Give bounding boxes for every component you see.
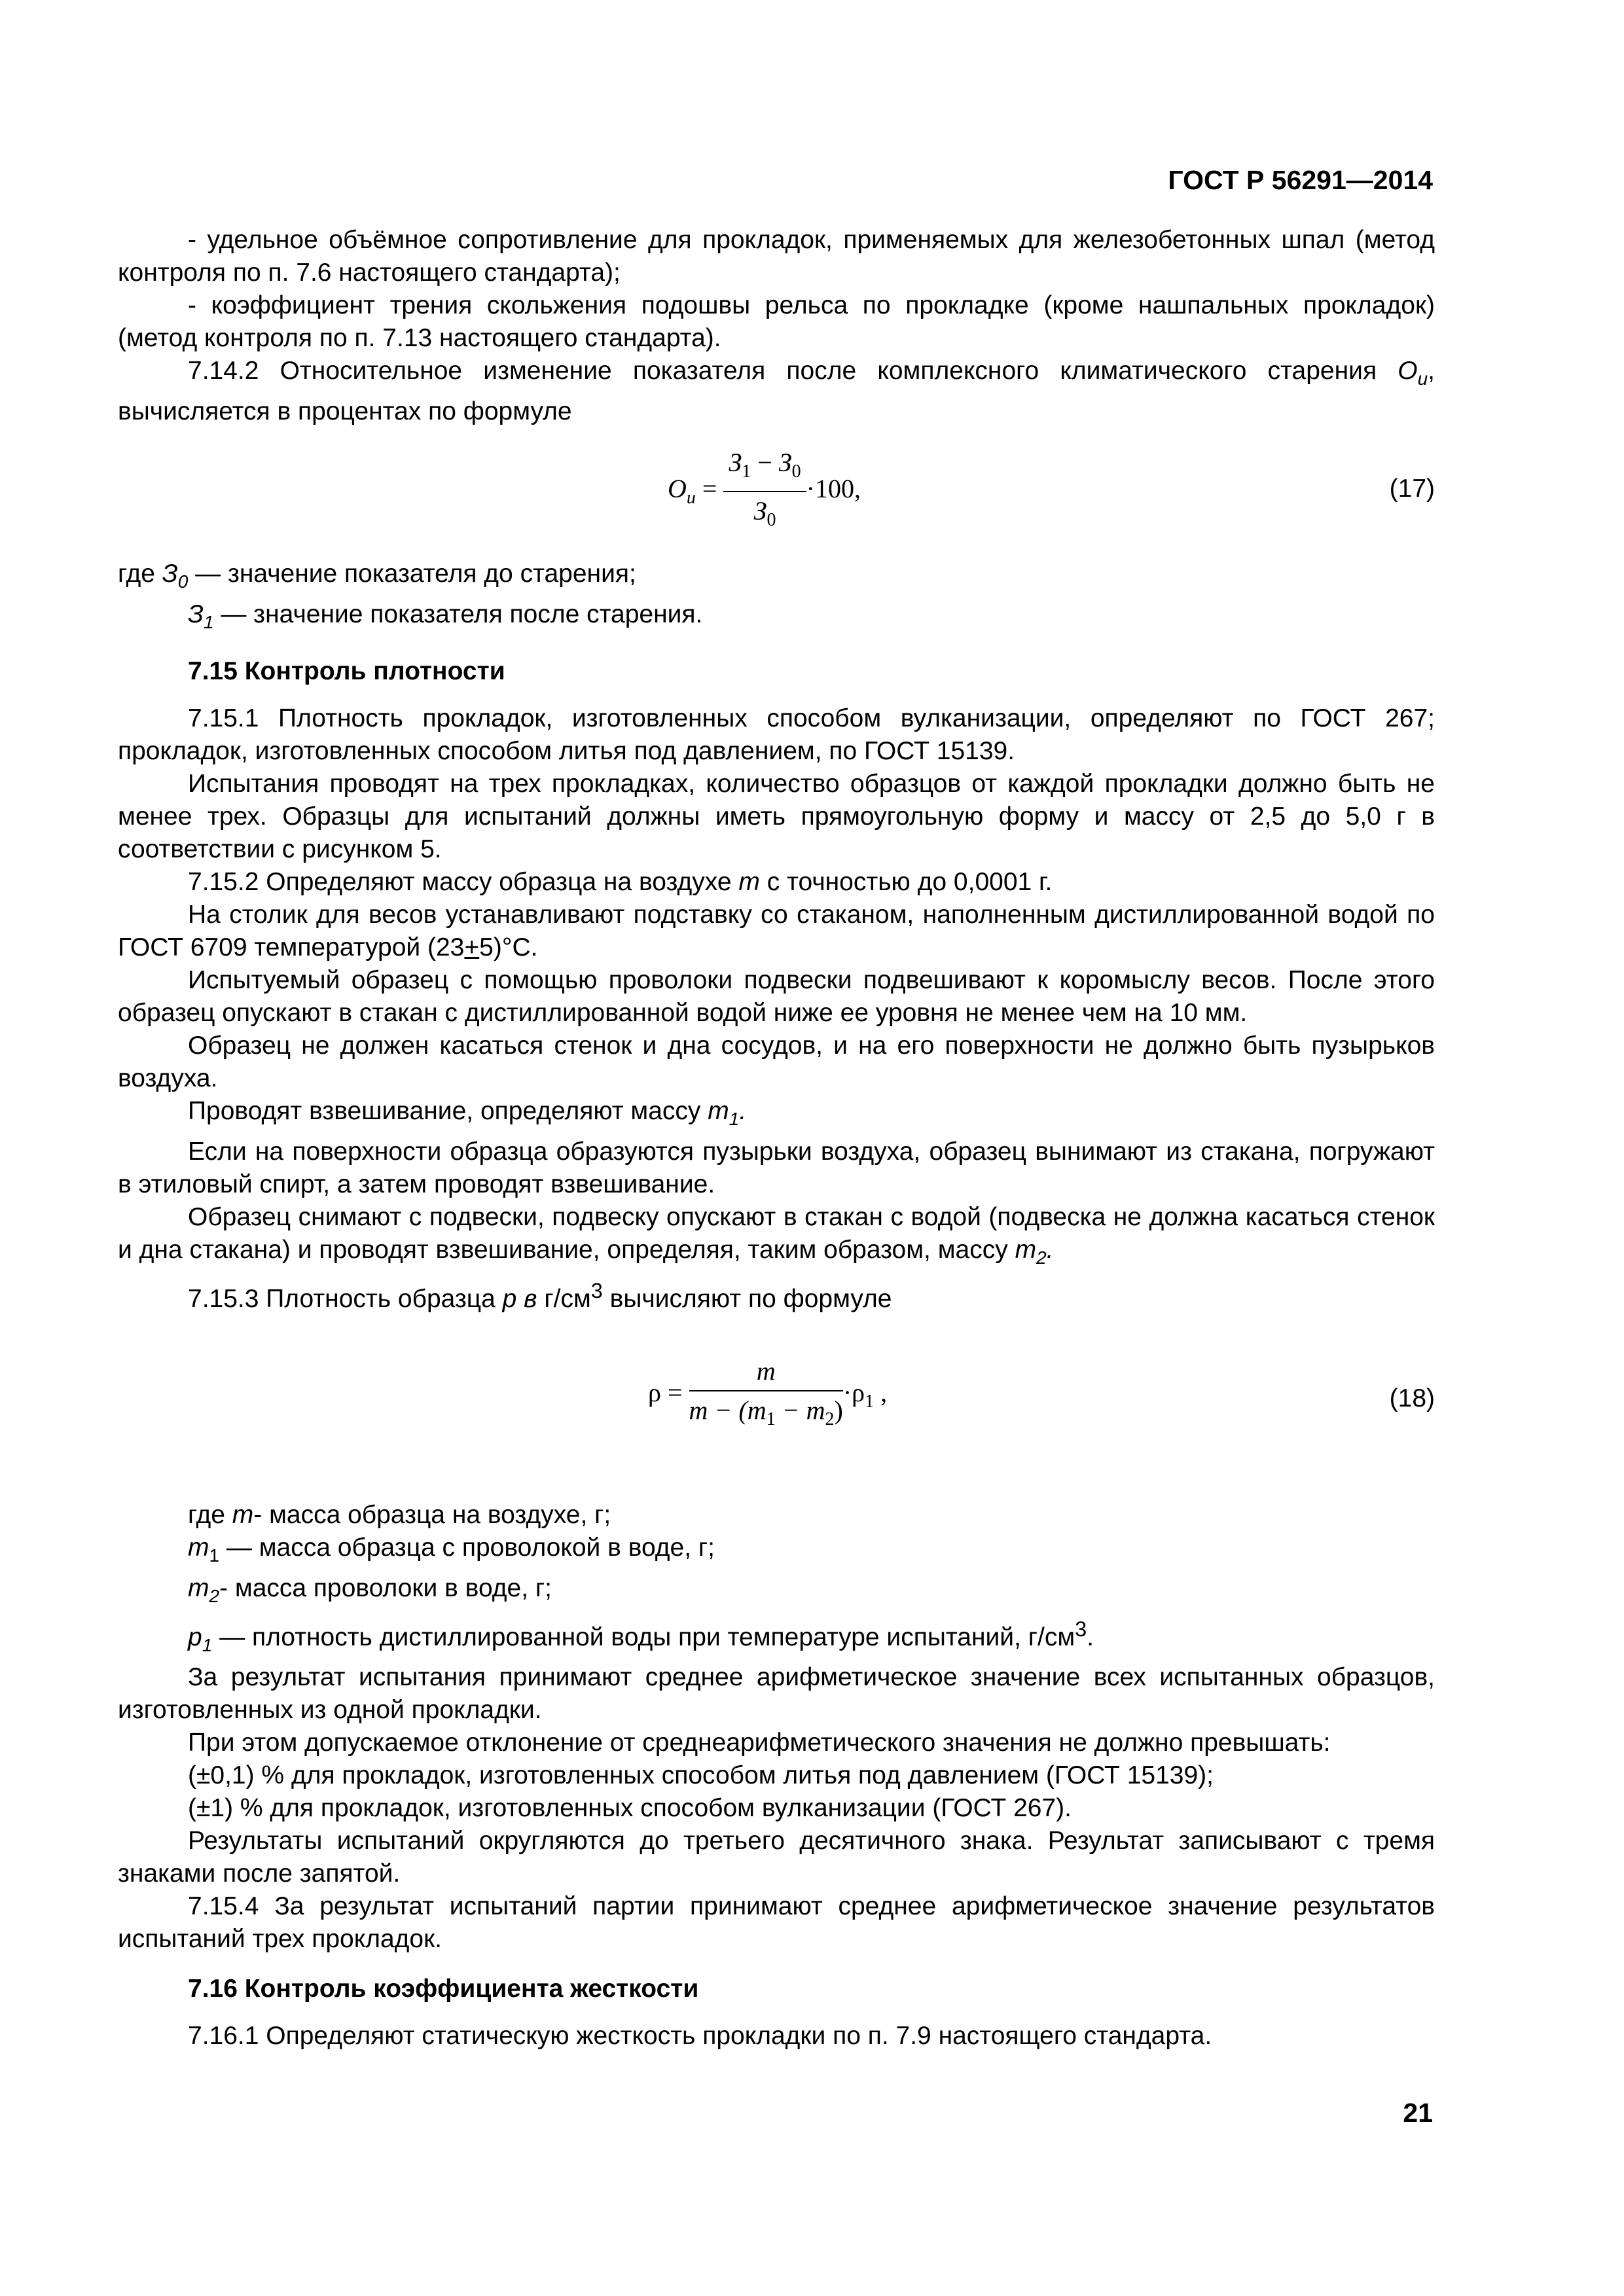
var: m [738,868,760,897]
sub: 1 [766,1408,776,1429]
var: m [232,1500,254,1529]
equals-sign: = [695,473,724,503]
paragraph [118,1274,1435,1316]
formula-number: (18) [1389,1384,1435,1412]
text: — значение показателя до старения; [188,559,636,588]
paragraph [118,899,1435,964]
paragraph [118,1201,1435,1274]
sub: 2 [209,1585,220,1606]
formula-18 [118,1355,1435,1460]
where-line [118,1613,1435,1662]
paragraph [118,1095,1435,1136]
text: 5)°С. [479,933,538,962]
sub: 1 [202,1634,213,1655]
text: 7.15.3 Плотность образца [188,1284,503,1313]
sub: 1 [729,1109,740,1130]
where-line [118,1532,1435,1572]
sub: 1 [203,611,214,632]
text: - масса образца на воздухе, г; [253,1500,611,1529]
text: . [1087,1623,1094,1651]
text: m − (m [689,1395,767,1425]
var: m [1015,1236,1037,1265]
text: . [1046,1236,1054,1265]
var: З [729,447,742,477]
paragraph: (±1) % для прокладок, изготовленных способом вулканизации (ГОСТ 267). [188,1794,1072,1823]
sub: 0 [177,571,189,592]
sup: 3 [1075,1617,1087,1641]
formula-18-expression [648,1355,887,1436]
text: ) [834,1395,843,1425]
fraction [689,1355,843,1436]
subscript: u [1417,368,1428,389]
text: , вычисляется в процентах по формуле [118,357,1435,425]
var: m [756,1355,776,1386]
formula-number: (17) [1389,474,1435,503]
where-line [118,558,1435,598]
paragraph: 7.15.1 Плотность прокладок, изготовленных способом вулканизации, определяют по ГОСТ 267; прокладок, изготовленных способом литья под давлением, по ГОСТ 15139. [118,704,1435,766]
section-heading-7-16: 7.16 Контроль коэффициента жесткости [188,1975,699,2003]
text: где [188,1500,232,1529]
page-number: 21 [1403,2098,1433,2128]
var: З [778,447,792,477]
text: Образец снимают с подвески, подвеску опускают в стакан с водой (подвеска не должна касаться стенок и дна стакана) и проводят взвешивание, определяя, таким образом, массу [118,1203,1435,1265]
paragraph: При этом допускаемое отклонение от среднеарифметического значения не должно превышать: [188,1729,1331,1757]
paragraph-7-14-2 [118,355,1435,428]
paragraph: За результат испытания принимают среднее арифметическое значение всех испытанных образцов, изготовленных из одной прокладки. [118,1663,1435,1725]
formula-tail: ·ρ [842,1378,865,1408]
formula-tail: , [874,1378,888,1408]
var: m [188,1533,209,1562]
formula-17-expression [668,446,861,537]
paragraph: Образец не должен касаться стенок и дна сосудов, и на его поверхности не должно быть пузырьков воздуха. [118,1031,1435,1093]
formula-tail: ·100, [806,473,861,503]
section-heading-7-15: 7.15 Контроль плотности [188,657,505,686]
denominator [723,492,806,537]
sub: 0 [791,461,801,482]
paragraph: Если на поверхности образца образуются пузырьки воздуха, образец вынимают из стакана, погружают в этиловый спирт, а затем проводят взвешивание. [118,1138,1435,1199]
list-item: - удельное объёмное сопротивление для прокладок, применяемых для железобетонных шпал (метод контроля по п. 7.6 настоящего стандарта); [118,226,1435,287]
sub: 2 [1036,1247,1047,1268]
text: − m [775,1395,825,1425]
sub: 1 [209,1545,220,1566]
paragraph: Испытуемый образец с помощью проволоки подвески подвешивают к коромыслу весов. После этого образец опускают в стакан с дистиллированной водой ниже ее уровня не менее чем на 10 мм. [118,966,1435,1028]
where-line [118,1572,1435,1613]
formula-17 [118,446,1435,545]
text: . [739,1097,747,1126]
formula-lhs: ρ [648,1378,661,1408]
text: Проводят взвешивание, определяют массу [188,1097,708,1126]
plus-minus: + [464,933,480,962]
equals-sign: = [660,1378,689,1408]
paragraph: Результаты испытаний округляются до третьего десятичного знака. Результат записывают с тремя знаками после запятой. [118,1827,1435,1888]
var: p [188,1623,202,1651]
text: — значение показателя после старения. [213,600,703,628]
where-line [118,598,1435,639]
text: с точностью до 0,0001 г. [759,868,1053,897]
text: 7.15.2 Определяют массу образца на воздухе [188,868,739,897]
formula-lhs-sub: u [686,487,696,508]
formula-lhs: O [668,473,687,503]
var: m [708,1097,729,1126]
list-item: - коэффициент трения скольжения подошвы рельса по прокладке (кроме нашпальных прокладок) (метод контроля по п. 7.13 настоящего стандарта). [118,291,1435,352]
text: На столик для весов устанавливают подставку со стаканом, наполненным дистиллированной водой по ГОСТ 6709 температурой (23 [118,901,1435,962]
fraction [723,446,806,537]
text: где [118,559,162,588]
paragraph: Испытания проводят на трех прокладках, количество образцов от каждой прокладки должно быть не менее трех. Образцы для испытаний должны иметь прямоугольную форму и массу от 2,5 до 5,0 г в соответствии с рисунком 5. [118,770,1435,864]
denominator [689,1391,843,1436]
formula-tail-sub: 1 [865,1391,875,1412]
page-content [118,224,1435,2053]
var: m [188,1573,209,1602]
sub: 1 [742,461,751,482]
var: З [162,559,178,588]
text: вычисляют по формуле [602,1284,892,1313]
paragraph: (±0,1) % для прокладок, изготовленных способом литья под давлением (ГОСТ 15139); [188,1761,1214,1790]
numerator [723,446,806,492]
document-header: ГОСТ Р 56291—2014 [1168,165,1433,195]
paragraph: 7.16.1 Определяют статическую жесткость прокладки по п. 7.9 настоящего стандарта. [188,2022,1212,2051]
numerator [689,1355,843,1391]
text: - масса проволоки в воде, г; [219,1573,552,1602]
minus: − [751,447,779,477]
sub: 0 [767,509,776,530]
sub: 2 [825,1408,835,1429]
var: З [188,600,204,628]
sup: 3 [590,1278,603,1302]
variable: O [1398,357,1418,385]
text: — масса образца с проволокой в воде, г; [219,1533,715,1562]
text: — плотность дистиллированной воды при температуре испытаний, г/см [212,1623,1075,1651]
where-line [118,1499,1435,1532]
paragraph: 7.15.4 За результат испытаний партии принимают среднее арифметическое значение результатов испытаний трех прокладок. [118,1892,1435,1954]
text: 7.14.2 Относительное изменение показателя после комплексного климатического старения [188,357,1398,385]
var: З [753,495,767,526]
paragraph [118,866,1435,899]
text: г/см [537,1284,591,1313]
var: р в [502,1284,537,1313]
